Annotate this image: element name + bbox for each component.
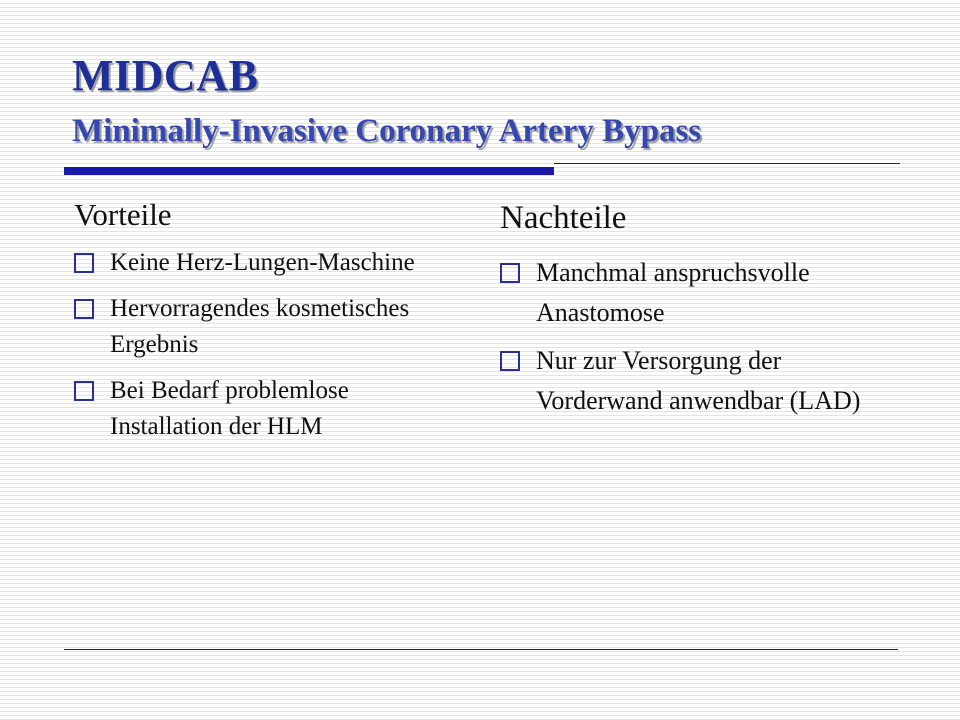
disadvantages-heading: Nachteile	[500, 200, 627, 236]
advantages-heading: Vorteile	[74, 197, 172, 232]
hollow-square-bullet-icon	[74, 381, 94, 401]
list-item	[74, 373, 434, 445]
title-divider-line	[554, 163, 900, 164]
list-item-label: Manchmal anspruchsvolle Anastomose	[536, 258, 810, 327]
slide-subtitle: Minimally-Invasive Coronary Artery Bypass	[72, 113, 702, 149]
hollow-square-bullet-icon	[74, 299, 94, 319]
list-item-label: Hervorragendes kosmetisches Ergebnis	[110, 295, 410, 358]
footer-divider-line	[64, 649, 898, 650]
advantages-column	[74, 197, 434, 455]
list-item	[500, 341, 900, 421]
list-item	[500, 253, 900, 333]
list-item-label: Keine Herz-Lungen-Maschine	[110, 249, 415, 276]
list-item-label: Bei Bedarf problemlose Installation der HLM	[110, 377, 349, 440]
disadvantages-list	[500, 253, 900, 421]
hollow-square-bullet-icon	[500, 263, 520, 283]
disadvantages-column	[500, 200, 900, 429]
slide-title: MIDCAB	[72, 51, 259, 100]
list-item-label: Nur zur Versorgung der Vorderwand anwendbar (LAD)	[536, 346, 861, 415]
title-accent-rule	[64, 167, 554, 175]
hollow-square-bullet-icon	[74, 253, 94, 273]
advantages-list	[74, 245, 434, 445]
list-item	[74, 245, 434, 281]
hollow-square-bullet-icon	[500, 351, 520, 371]
list-item	[74, 291, 434, 363]
